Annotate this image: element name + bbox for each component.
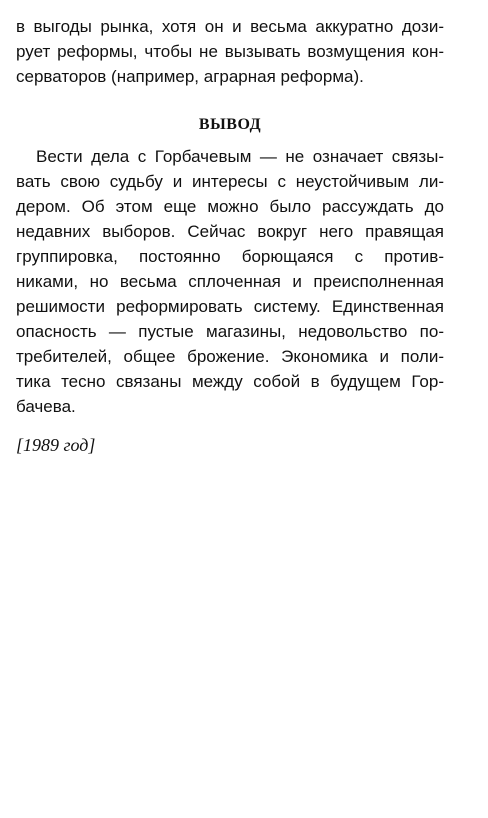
paragraph-line: тика тесно связаны между собой в будущем Гор- (16, 372, 444, 391)
paragraph-line: рует реформы, чтобы не вызывать возмущения кон- (16, 42, 444, 61)
paragraph-line: никами, но весьма сплоченная и преисполненная (16, 272, 444, 291)
section-heading: ВЫВОД (198, 116, 262, 133)
spacer (16, 89, 444, 112)
paragraph-line: недавних выборов. Сейчас вокруг него правящая (16, 222, 444, 241)
paragraph-line: группировка, постоянно борющаяся с против- (16, 247, 444, 266)
paragraph-line: серваторов (например, аграрная реформа). (16, 67, 364, 86)
paragraph-line: Вести дела с Горбачевым — не означает связы- (36, 147, 444, 166)
paragraph-line: дером. Об этом еще можно было рассуждать до (16, 197, 444, 216)
paragraph-line: вать свою судьбу и интересы с неустойчивым ли- (16, 172, 444, 191)
year-note: [1989 год] (16, 435, 96, 455)
paragraph-line: бачева. (16, 397, 76, 416)
top-paragraph (16, 14, 444, 89)
paragraph-line: опасность — пустые магазины, недовольство по- (16, 322, 444, 341)
conclusion-paragraph (16, 144, 444, 419)
document-page (16, 14, 444, 458)
paragraph-line: требителей, общее брожение. Экономика и поли- (16, 347, 444, 366)
paragraph-line: в выгоды рынка, хотя он и весьма аккуратно дози- (16, 17, 444, 36)
paragraph-line: решимости реформировать систему. Единственная (16, 297, 444, 316)
